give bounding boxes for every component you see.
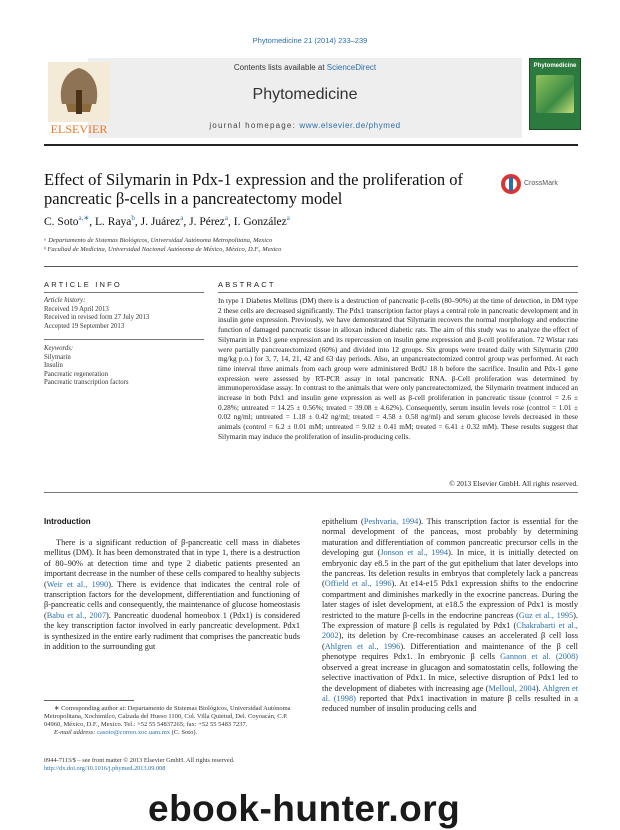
email-link[interactable]: casoto@correo.xoc.uam.mx bbox=[97, 729, 171, 736]
abstract-bottom-rule bbox=[44, 492, 578, 493]
journal-name: Phytomedicine bbox=[252, 86, 358, 103]
front-matter-footer bbox=[44, 757, 304, 773]
email-suffix: (C. Soto). bbox=[170, 729, 198, 736]
crossmark-badge[interactable] bbox=[500, 172, 580, 196]
author-separator: , bbox=[89, 215, 95, 228]
citation-link[interactable]: Ahlgren et al. (1998) bbox=[322, 683, 579, 703]
history-received: Received 19 April 2013 bbox=[44, 305, 109, 313]
watermark-text: ebook-hunter.org bbox=[148, 788, 461, 829]
citation-link[interactable]: Babu et al., 2007 bbox=[46, 610, 106, 620]
keyword-item: Silymarin bbox=[44, 353, 71, 361]
article-title: Effect of Silymarin in Pdx-1 expression and the proliferation of pancreatic β-cells in a pancreatectomy model bbox=[44, 170, 463, 208]
author-list bbox=[44, 214, 564, 228]
author-name: C. Soto bbox=[44, 215, 79, 228]
article-info-heading: ARTICLE INFO bbox=[44, 280, 122, 289]
citation-link[interactable]: Ahlgren et al., 1996 bbox=[324, 641, 401, 651]
citation-link[interactable]: Peshvaria, 1994 bbox=[363, 517, 419, 526]
contents-line bbox=[88, 63, 522, 72]
keyword-item: Insulin bbox=[44, 362, 63, 370]
author-name: J. Juárez bbox=[140, 215, 181, 228]
contents-prefix: Contents lists available at bbox=[233, 63, 327, 72]
author-separator: , bbox=[183, 215, 190, 228]
intro-text: epithelium ( bbox=[322, 517, 364, 526]
intro-text: reported that Pdx1 inactivation in mature β cells resulted in a reduced number of insulin producing cells and bbox=[322, 693, 578, 714]
author-name: J. Pérez bbox=[189, 215, 225, 228]
abstract-heading: ABSTRACT bbox=[218, 280, 276, 289]
citation-link[interactable]: Jonson et al., 1994 bbox=[380, 548, 449, 558]
citation-link[interactable]: Weir et al., 1990 bbox=[46, 579, 109, 589]
journal-homepage bbox=[88, 121, 522, 130]
crossmark-label: CrossMark bbox=[524, 180, 558, 187]
publisher-name: ELSEVIER bbox=[50, 122, 108, 136]
intro-right-column bbox=[322, 517, 578, 715]
cover-artwork bbox=[536, 75, 574, 113]
intro-text: There is a significant reduction of β-pancreatic cell mass in diabetes mellitus (DM). It has been demonstrated that in type 1, there is a destruction of 80–90% at detection time and type 2 diabetic patients presented an important decrease in the number of these cells compared to healthy subjects ( bbox=[44, 538, 300, 589]
keyword-item: Pancreatic regeneration bbox=[44, 370, 108, 378]
homepage-link[interactable]: www.elsevier.de/phymed bbox=[299, 121, 401, 130]
affiliation-rule bbox=[44, 266, 578, 267]
header-rule bbox=[44, 144, 578, 146]
homepage-prefix: journal homepage: bbox=[209, 121, 300, 130]
journal-cover-image bbox=[529, 58, 581, 130]
intro-text: ), its deletion by Cre-recombinase causes an accelerated β cell loss ( bbox=[322, 631, 578, 651]
intro-text: ). There is evidence that indicates the central role of transcription factors for the development, differentiation and functioning of β-pancreatic cells and consequently, the maintenance of glucose homeostasis ( bbox=[44, 579, 301, 620]
crossmark-icon bbox=[500, 172, 522, 196]
email-label: E-mail address: bbox=[54, 729, 98, 736]
author-affil-mark[interactable]: a bbox=[286, 214, 290, 222]
author-separator: , bbox=[134, 215, 141, 228]
author-affil-mark[interactable]: a bbox=[224, 214, 228, 222]
abstract-rule bbox=[218, 292, 578, 293]
intro-left-column bbox=[44, 538, 300, 652]
intro-text: ). At e14-e15 Pdx1 expression shifts to the endocrine compartment and diminishes markedly in the exocrine pancreas. During the later stages of islet development, at e18.5 the expression of Pdx1 is mostly restricted to the mature β-cells in the endocrine pancreas ( bbox=[322, 579, 578, 620]
introduction-heading: Introduction bbox=[44, 517, 91, 526]
affiliation-b: ᵇ Facultad de Medicina, Universidad Nacional Autónoma de México, México, D.F., Mexico bbox=[44, 246, 282, 253]
doi-link[interactable]: http://dx.doi.org/10.1016/j.phymed.2013.09.008 bbox=[44, 765, 166, 772]
footnote-email-line bbox=[44, 729, 294, 737]
intro-text: observed a great increase in glucagon and somatostatin cells, following the selective inactivation of Pdx1. In mice, selective disruption of Pdx1 led to the development of diabetes with increasing age ( bbox=[322, 662, 578, 693]
citation-link[interactable]: Guz et al., 1995 bbox=[518, 610, 574, 620]
abstract-copyright: © 2013 Elsevier GmbH. All rights reserved. bbox=[449, 479, 578, 488]
history-label: Article history: bbox=[44, 297, 86, 304]
author-affil-mark[interactable]: b bbox=[131, 214, 135, 222]
abstract-text: In type 1 Diabetes Mellitus (DM) there is a destruction of pancreatic β-cells (80–90%) at the time of detection, in DM type 2 these cells are decreased significantly. The Pdx1 transcription factor plays a central role in pancreatic development and in insulin gene expression. Previously, we have demonstrated that Silymarin recovers the normal morphology and endocrine function of damaged pancreatic tissue in alloxan induced diabetic rats. The aim of this study was to analyze the effect of Silymarin in Pdx1 gene expression and its repercussion on insulin gene expression and β-cell proliferation. 72 Wistar rats were partially pancreatectomized (60%) and divided into 12 groups. Six groups were treated daily with Silymarin (200 mg/kg p.o.) for 3, 7, 14, 21, 42 and 63 day periods. Also, an unpancreatectomized control group was performed. At each time interval three animals from each group were administered BrdU 18 h before the sacrifice. Insulin and Pdx-1 gene expression were assessed by RT-PCR assay in total pancreatic RNA. β-Cell proliferation was determined by immunoperoxidase assay. In contrast to the animals that were only pancreatectomized, the Silymarin treatment induced an increase in both Pdx1 and insulin gene expression as well as β-cell proliferation in pancreatic tissue (control = 2.6 ± 0.28%; untreated = 14.25 ± 0.56%; treated = 39.08 ± 4.62%). Consequently, serum insulin levels rose (control = 1.01 ± 0.02 ng/ml; untreated = 1.18 ± 0.42 ng/ml; treated = 4.58 ± 0.58 ng/ml) and serum glucose levels decreased in these animals (control = 6.2 ± 0.01 mM; untreated = 9.02 ± 0.41 mM; treated = 6.41 ± 0.32 mM). These results suggest that Silymarin may induce the proliferation of insulin-producing cells. bbox=[218, 296, 578, 441]
citation-link[interactable]: Melloul, 2004 bbox=[488, 683, 536, 693]
journal-citation[interactable]: Phytomedicine 21 (2014) 233–239 bbox=[252, 36, 368, 45]
sciencedirect-link[interactable]: ScienceDirect bbox=[326, 63, 377, 72]
intro-text: ). The expression of mature β cells is regulated by Pdx1 ( bbox=[322, 610, 579, 631]
citation-link[interactable]: Chakrabarti et al., 2002 bbox=[322, 621, 578, 641]
keywords-label: Keywords: bbox=[44, 345, 74, 352]
intro-text: ). bbox=[535, 683, 543, 693]
article-info-rule bbox=[44, 292, 204, 293]
keywords-rule bbox=[44, 339, 204, 340]
article-history bbox=[44, 297, 204, 331]
footnote-rule bbox=[44, 700, 134, 701]
issn-line: 0944-7113/$ – see front matter © 2013 Elsevier GmbH. All rights reserved. bbox=[44, 757, 235, 764]
author-name: L. Raya bbox=[95, 215, 132, 228]
history-accepted: Accepted 19 September 2013 bbox=[44, 322, 125, 330]
cover-title: Phytomedicine bbox=[533, 63, 577, 69]
intro-text: ). Differentiation and maintenance of the β cell phenotype requires Pdx1. In embryonic β cells bbox=[322, 641, 578, 662]
affiliation-a: ᵃ Departamento de Sistemas Biológicos, Universidad Autónoma Metropolitana, Mexico bbox=[44, 237, 273, 244]
author-name: I. González bbox=[233, 215, 287, 228]
author-separator: , bbox=[227, 215, 234, 228]
keyword-item: Pancreatic transcription factors bbox=[44, 379, 129, 387]
citation-link[interactable]: Gannon et al. (2008) bbox=[500, 652, 578, 662]
author-affil-mark[interactable]: a,∗ bbox=[78, 214, 90, 222]
corresponding-author-footnote bbox=[44, 705, 294, 737]
footnote-text: ∗ Corresponding author at: Departamento de Sistemas Biológicos, Universidad Autónoma Metropolitana, Xochimilco, Calzada del Hueso 1100, Col. Villa Quietud, Del. Coyoacán, C.P. 04960, México, D.F., Mexico. Tel.: +52 55 54837265; fax: +52 55 5483 7237. bbox=[44, 705, 291, 728]
intro-text: ). Pancreatic duodenal homeobox 1 (Pdx1) is considered the key transcription factor involved in early pancreatic development. Pdx1 is synthesized in the entire early rudiment that comprises the pancreatic buds in addition to the surrounding gut bbox=[44, 610, 300, 652]
keywords-block bbox=[44, 345, 204, 388]
intro-text: ). In mice, it is initially detected on embryonic day e8.5 in the part of the gut epithelium that later develops into the pancreas. Its deletion results in embryos that completely lack a pancreas ( bbox=[322, 548, 578, 589]
citation-link[interactable]: Offield et al., 1996 bbox=[324, 579, 392, 589]
history-revised: Received in revised form 27 July 2013 bbox=[44, 314, 150, 322]
author-affil-mark[interactable]: a bbox=[180, 214, 184, 222]
intro-text: ). This transcription factor is essential for the normal development of the panceas, most probably by determining maturation and differentiation of common pancreatic precursor cells in the developing gut ( bbox=[322, 517, 578, 558]
